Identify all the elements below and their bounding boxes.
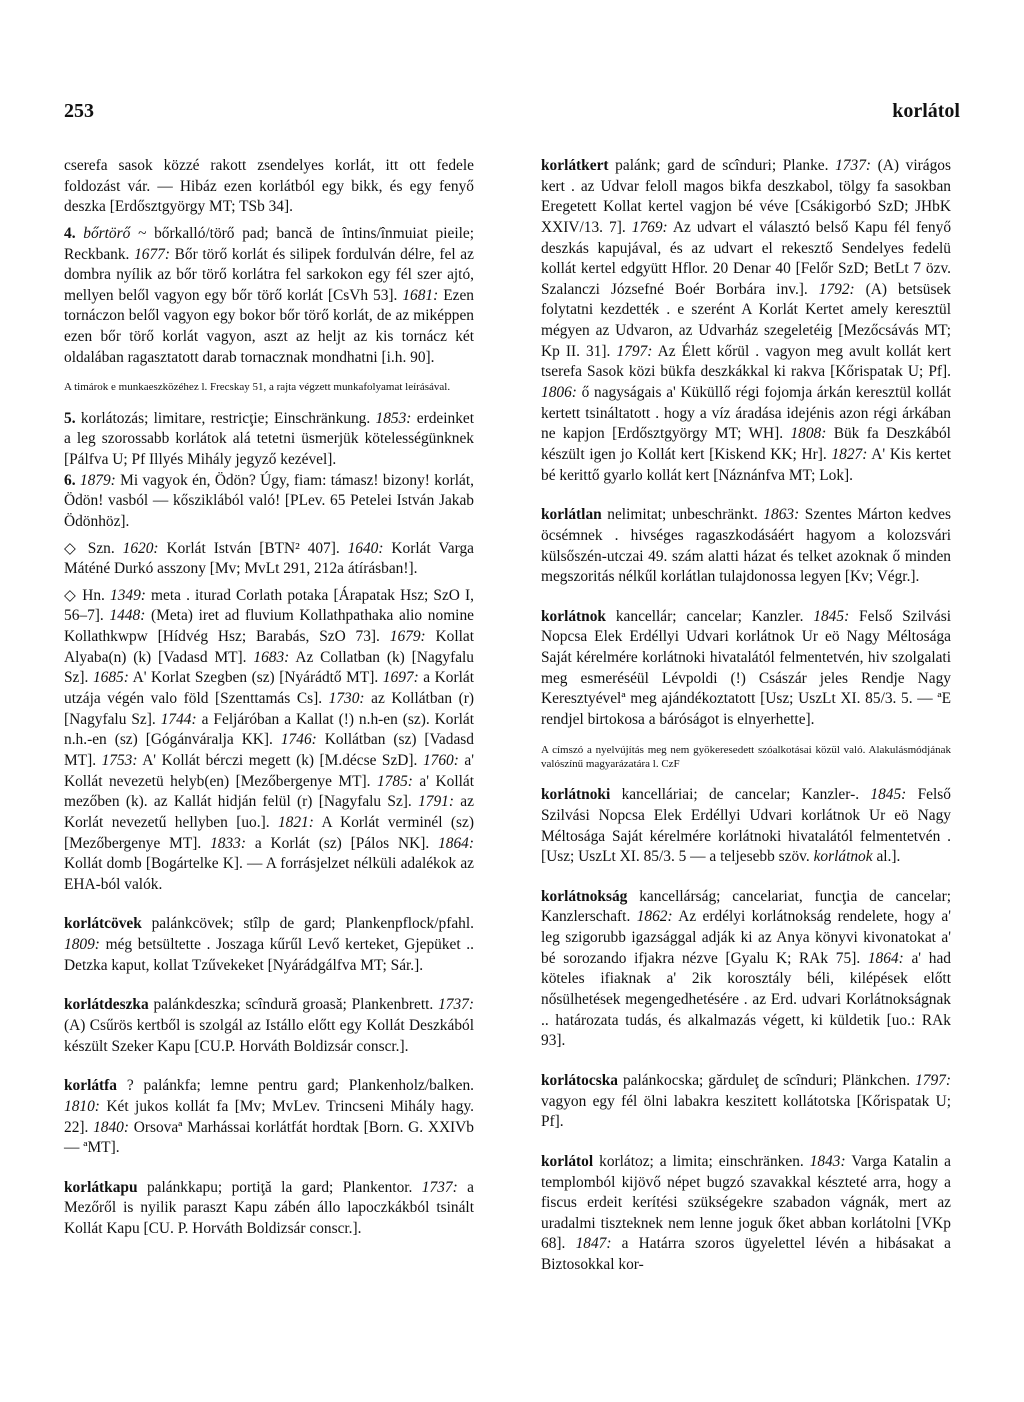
entry-korlatkert — [541, 156, 951, 486]
citation-date: 1845: — [870, 786, 907, 804]
entry-korlatcovek — [64, 914, 474, 976]
citation-date: 1853: — [375, 409, 412, 427]
sense-number: 5. — [64, 409, 76, 427]
section-marker: ◇ Szn. — [64, 539, 115, 557]
citation-text: a Határra szoros ügyelettel lévén a hibásakat a Biztosokkal kor- — [541, 1235, 951, 1274]
headword: korlátnokság — [541, 887, 628, 905]
placename-section — [64, 586, 474, 896]
citation-date: 1845: — [813, 607, 850, 625]
entry-definition: palánkkapu; portiţă la gard; Plankentor. — [146, 1178, 413, 1196]
citation-date: 1785: — [376, 772, 413, 790]
citation-date: 1448: — [109, 607, 146, 625]
citation-text: Mi vagyok én, Ödön? Úgy, fiam: támasz! bizony! korlát, Ödön! vasból — kősziklából való! [PLev. 65 Petelei István Jakab Ödönhöz]. — [64, 471, 474, 530]
citation-text: Korlát Varga Máténé Durkó asszony [Mv; MvLt 291, 212a átírásban!]. — [64, 539, 474, 578]
sense-4 — [64, 224, 474, 368]
citation-text: Két jukos kollát fa [Mv; MvLev. Trincseni Mihály hagy. 22]. — [64, 1097, 474, 1136]
citation-date: 1677: — [134, 245, 170, 263]
citation-date: 1730: — [328, 690, 365, 708]
citation-date: 1791: — [418, 793, 454, 811]
citation-text: Orsovaª Marhássai korlátfát hordtak [Born. G. XXIVb — ªMT]. — [64, 1118, 474, 1157]
citation-date: 1746: — [280, 731, 317, 749]
citation-text: Felső Szilvási Nopcsa Elek Erdéllyi Udvari korlátnok Ur eö Nagy Méltosága Saját kérelmére korlátnoki hivatalától felmentetvén, hiv szolgalati meg esmeréséül Lévpoldi (!) Császár jeles Rendje Nagy Keresztyévelª meg ajándékoztatott [Usz; UszLt XI. 85/3. 5. — ªE rendjel birtokosa a báróságot is elnyerhette]. — [541, 607, 951, 729]
citation-date: 1792: — [818, 280, 855, 298]
citation-text: al.]. — [876, 848, 901, 866]
footnote: A címszó a nyelvújítás meg nem gyökeresedett szóalkotásai közül való. Alakulásmódjának valószínű magyarázatára l. CzF — [541, 743, 951, 770]
citation-date: 1864: — [867, 949, 904, 967]
citation-date: 1620: — [122, 539, 159, 557]
entry-korlatdeszka — [64, 995, 474, 1057]
citation-text: Az erdélyi korlátnokság rendelete, hogy a' leg szigorubb igazsággal adják ki az Anya könyvi kivonatokat a' bé sorozando ifjakra nézve [Gyalu K; RAk 75]. — [541, 908, 951, 967]
citation-text: (Meta) iret ad fluvium Kollathpathaka alio nomine Kollathkwpw [Hídvég Hsz; Barabás, SzO 73]. — [64, 607, 474, 646]
citation-text: a Korlát (sz) [Pálos NK]. — [254, 834, 430, 852]
citation-date: 1809: — [64, 936, 100, 954]
citation-text: Ezen tornáczon belől vagyon egy bokor bőr törő korlát, de az miképpen ezen bőr törő korlát vagyon, aszt az heljt az kis tornácz két oldalában ragasztatott darab tornacznak mondhatni [i.h. 90]. — [64, 286, 474, 366]
citation-date: 1840: — [93, 1118, 130, 1136]
citation-date: 1753: — [101, 751, 138, 769]
citation-text: vagyon egy fél ölni labakra keszitett kollátotska [Kőrispatak U; Pf]. — [541, 1092, 951, 1131]
citation-date: 1808: — [790, 425, 827, 443]
citation-text: az Kollátban (r) [Nagyfalu Sz]. — [64, 690, 474, 728]
headword: korlátnok — [541, 607, 606, 625]
headword: korlátcövek — [64, 915, 142, 933]
citation-date: 1806: — [541, 384, 577, 402]
subentry-term: bőrtörő — [83, 224, 131, 242]
page-number: 253 — [64, 100, 94, 122]
entry-definition: nelimitat; unbeschränkt. — [607, 506, 758, 524]
citation-date: 1810: — [64, 1097, 100, 1115]
running-head: korlátol — [892, 100, 960, 122]
citation-date: 1879: — [79, 471, 116, 489]
citation-text: Korlát István [BTN² 407]. — [166, 539, 340, 557]
citation-text: a' had köteles ifiaknak a' 2ik korosztály béli, kilépések előtt nősülhetések megengedhetésére . az Erd. udvari Korlátnokságnak .. határozata tudás, és alkalmazás végett, ki küldetik [uo.: RAk 93]. — [541, 949, 951, 1050]
citation-text: (A) Csűrös kertből is szolgál az Istállo előtt egy Kollát Deszkából készült Szeker Kapu [CU.P. Horváth Boldizsár conscr.]. — [64, 1017, 474, 1055]
entry-continuation: cserefa sasok közzé rakott zsendelyes korlát, itt ott fedele foldozást vár. — Hibáz ezen korlátból egy bikk, és egy fenyő deszka [Erdősztgyörgy MT; TSb 34]. — [64, 157, 474, 216]
page-header — [64, 100, 960, 140]
citation-date: 1349: — [110, 586, 146, 604]
citation-text: Kollát domb [Bogártelke K]. — A forrásjelzet nélküli adalékok az EHA-ból valók. — [64, 855, 474, 893]
citation-date: 1744: — [160, 710, 197, 728]
entry-definition: kancellár; cancelar; Kanzler. — [615, 607, 804, 625]
citation-date: 1863: — [763, 506, 800, 524]
citation-text: Kollat Alyaba(n) (k) [Vadasd MT]. — [64, 628, 474, 666]
citation-text: a' Kollát nevezetü helyb(en) [Mezőbergenye MT]. — [64, 751, 474, 790]
citation-date: 1760: — [422, 751, 459, 769]
citation-text: A' Kis kertet bé kerittő gyarlo kollát kert [Náznánfva MT; Lok]. — [541, 445, 952, 484]
citation-date: 1864: — [438, 834, 474, 852]
citation-text: Az Collatban (k) [Nagyfalu Sz]. — [64, 648, 475, 687]
citation-text: Az Élett kőrül . vagyon meg avult kollát kert tserefa Sasok közi bükfa deszkákkal ki rakva [Kőrispatak U; Pf]. — [541, 342, 951, 381]
headword: korlátkapu — [64, 1178, 138, 1196]
citation-date: 1681: — [402, 286, 439, 304]
surname-section — [64, 539, 474, 580]
citation-text: A' Kollát bérczi megett (k) [M.décse SzD]. — [142, 751, 418, 769]
left-column — [64, 156, 474, 1240]
citation-text: Kollátban (sz) [Vadasd MT]. — [64, 731, 474, 769]
citation-text: ő nagyságais a' Küküllő régi fojomja árkán keresztül kollát kertett tsináltatott . hogy a víz áradása idejénis azon régi árkában ne kapjon [Erdősztgyörgy MT; WH]. — [541, 384, 951, 443]
section-marker: ◇ Hn. — [64, 586, 105, 604]
citation-date: 1683: — [253, 648, 290, 666]
citation-text: az Korlát nevezetű hellyben [uo.]. — [64, 793, 474, 831]
citation-date: 1769: — [631, 218, 668, 236]
citation-text: a' Kollát mezőben (k). az Kallát hidján felül (r) [Nagyfalu Sz]. — [64, 772, 474, 811]
right-column — [541, 156, 951, 1276]
sense-number: 6. — [64, 471, 76, 489]
headword: korlátkert — [541, 157, 609, 174]
citation-date: 1843: — [809, 1152, 846, 1170]
headword: korlátdeszka — [64, 996, 149, 1014]
citation-text: a Feljáróban a Kallat (!) n.h-en (sz). Korlát n.h.-en (sz) [Gógánváralja KK]. — [64, 710, 474, 749]
footnote: A timárok e munkaeszközéhez l. Frecskay 51, a rajta végzett munkafolyamat leírásával. — [64, 381, 451, 394]
italic-term: korlátnok — [813, 848, 873, 866]
sense-definition: korlátozás; limitare, restricţie; Einschränkung. — [80, 409, 371, 427]
entry-definition: palánkocska; gărduleţ de scînduri; Plänkchen. — [622, 1071, 911, 1089]
sense-6 — [64, 471, 474, 533]
citation-date: 1821: — [277, 813, 314, 831]
citation-date: 1737: — [421, 1178, 458, 1196]
entry-definition: palánk; gard de scînduri; Planke. — [615, 157, 829, 174]
citation-date: 1797: — [616, 342, 653, 360]
sense-number: 4. — [64, 224, 76, 242]
entry-korlatfa — [64, 1076, 474, 1159]
sense-5 — [64, 409, 474, 471]
citation-text: a Korlát utzája végén valo föld [Szenttamás Cs]. — [64, 669, 474, 708]
citation-date: 1697: — [382, 669, 419, 687]
entry-korlatnoki — [541, 785, 951, 868]
citation-text: a Mezőről is nyilik paraszt Kapu zábén állo lapoczkákból tsinált Kollát Kapu [CU. P. Horváth Boldizsár conscr.]. — [64, 1178, 474, 1238]
citation-date: 1797: — [915, 1071, 951, 1089]
citation-text: A Korlát verminél (sz) [Mezőbergenye MT]. — [64, 813, 474, 852]
citation-date: 1847: — [575, 1235, 612, 1253]
citation-date: 1862: — [636, 908, 673, 926]
headword: korlátfa — [64, 1077, 118, 1095]
headword: korlátol — [541, 1152, 594, 1170]
citation-date: 1737: — [438, 996, 474, 1014]
entry-definition: kancelláriai; de cancelar; Kanzler-. — [621, 786, 860, 804]
citation-text: Varga Katalin a templomból kijövő népet bugzó szavakkal készteté arra, hogy a fiscus erdeit kerítési szükségekre szabadon vágnák, mert az uradalmi tiszteknek nem lenne joguk őket abban korlátolni [VKp 68]. — [541, 1152, 951, 1253]
citation-text: még betsültette . Joszaga kűrűl Levő kerteket, Gjepüket .. Detzka kaput, kollat Tzűvekeket [Nyárádgálfva MT; Sár.]. — [64, 936, 474, 974]
citation-text: Felső Szilvási Nopcsa Elek Erdéllyi Udvari korlátnok Ur eö Nagy Méltosága Saját kérelmére korlátnoki hivatalától felmentetvén . [Usz; UszLt XI. 85/3. 5 — a teljesebb szöv. — [541, 786, 951, 866]
citation-date: 1833: — [210, 834, 246, 852]
citation-text: (A) virágos kert . az Udvar feloll magos bikfa deszkabol, tölgy fa sasokban Eregetett Kollat kertel vagjon bé véve [Csákigorbó SzD; JHbK XXIV/13. 7]. — [541, 157, 951, 236]
entry-definition: palánkdeszka; scîndură groasă; Plankenbrett. — [153, 996, 434, 1014]
sense-definition: ~ bőrkalló/törő pad; bancă de întins/înmuiat pieile; Reckbank. — [64, 224, 474, 263]
citation-text: Az udvart el választó belső Kapu fél fenyő deszkás kapujával, és az udvart el rekesztő Sendelyes fedelü kollát kertel edgyütt Hflor. 20 Denar 40 [Felőr SzD; BetLt 7 özv. Szalanczi Józsefné Boér Borbára inv.]. — [541, 218, 952, 298]
headword: korlátlan — [541, 506, 602, 524]
entry-korlatol — [541, 1152, 951, 1276]
entry-korlatlan — [541, 505, 951, 588]
entry-korlatkapu — [64, 1178, 474, 1240]
entry-definition: kancellárság; cancelariat, funcţia de cancelar; Kanzlerschaft. — [541, 887, 952, 926]
citation-text: A' Korlat Szegben (sz) [Nyárádtő MT]. — [132, 669, 379, 687]
citation-text: Szentes Márton kedves öcsémnek . hivséges ragaszkodásáért hagyom a kolozsvári külsőszén-utczai 49. szám alatti házat és telket azoknak ő minden megszoritás nélkűl korlátlan tulajdonossa legyen [Kv; Végr.]. — [541, 506, 951, 586]
citation-date: 1685: — [92, 669, 129, 687]
headword: korlátocska — [541, 1071, 618, 1089]
headword: korlátnoki — [541, 786, 611, 804]
entry-korlatnoksag — [541, 887, 951, 1052]
citation-text: erdeinket a leg szorossabb korlátok alá tetetni üsmerjük kötelességünknek [Pálfva U; Pf Illyés Mihály jegyző kezével]. — [64, 409, 474, 468]
entry-korlatnok — [541, 607, 951, 731]
citation-date: 1640: — [347, 539, 384, 557]
citation-text: (A) betsüsek folytatni kezdették . e szerént A Korlát Kertet amely keresztül mégyen az Udvaron, az Udvarház szegeletéig [Mezőcsávás MT; Kp II. 31]. — [541, 280, 951, 360]
citation-date: 1679: — [389, 628, 426, 646]
citation-date: 1827: — [831, 445, 868, 463]
entry-definition: korlátoz; a limita; einschränken. — [599, 1152, 804, 1170]
citation-text: Bük fa Deszkából készült igen jo Kollát kert [Kiskend KK; Hr]. — [541, 425, 951, 463]
citation-date: 1737: — [835, 157, 872, 174]
entry-definition: palánkcövek; stîlp de gard; Plankenpflock/pfahl. — [151, 915, 475, 933]
citation-text: meta . iturad Corlath potaka [Árapatak Hsz; SzO I, 56–7]. — [64, 586, 475, 625]
citation-text: Bőr törő korlát és silipek fordulván délre, fel az dombra nyílik az bőr törő korlátra fel sarkokon egy fél szer ajtó, mellyen belől vagyon egy bőr törő korlát [CsVh 53]. — [64, 245, 474, 304]
entry-definition: ? palánkfa; lemne pentru gard; Plankenholz/balken. — [126, 1077, 474, 1095]
entry-korlatocska — [541, 1071, 951, 1133]
